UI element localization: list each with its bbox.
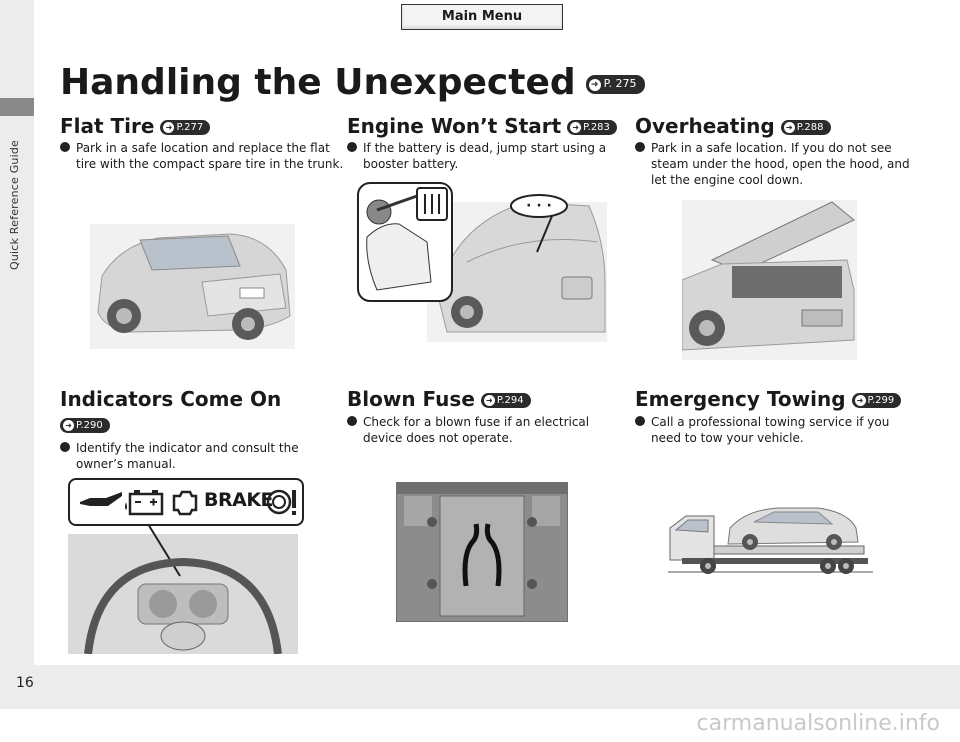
section-blown-fuse-heading [347, 387, 531, 411]
page-number: 16 [16, 675, 34, 691]
emergency-towing-ref-link[interactable]: ➜ P.299 [852, 393, 902, 408]
overheating-ref-link[interactable]: ➜ P.288 [781, 120, 831, 135]
battery-icon [128, 488, 164, 516]
flat-tire-ref-link[interactable]: ➜ P.277 [160, 120, 210, 135]
brake-system-icon [266, 486, 298, 518]
page-title-text: Handling the Unexpected [60, 62, 576, 103]
engine-wont-start-ref-link[interactable]: ➜ P.283 [567, 120, 617, 135]
page-title-ref-link[interactable]: ➜ P. 275 [586, 75, 645, 94]
ref-arrow-icon: ➜ [63, 420, 74, 431]
page-ref-arrow-icon: ➜ [589, 79, 601, 91]
engine-wont-start-bullet: If the battery is dead, jump start using a booster battery. [347, 140, 631, 172]
blown-fuse-ref-link[interactable]: ➜ P.294 [481, 393, 531, 408]
dashboard-illustration [68, 524, 298, 654]
sidebar-section-label: Quick Reference Guide [8, 140, 21, 270]
indicator-callout [68, 478, 304, 526]
section-title: Blown Fuse [347, 387, 475, 411]
section-title: Engine Won’t Start [347, 114, 562, 138]
watermark: carmanualsonline.info [696, 711, 940, 736]
page-title [60, 62, 645, 103]
emergency-towing-bullet: Call a professional towing service if you need to tow your vehicle. [635, 414, 919, 446]
section-title: Emergency Towing [635, 387, 846, 411]
section-emergency-towing-heading [635, 387, 901, 411]
flat-tire-bullet: Park in a safe location and replace the flat tire with the compact spare tire in the trunk. [60, 140, 346, 172]
section-title: Overheating [635, 114, 775, 138]
bullet-dot-icon [347, 416, 357, 426]
section-flat-tire-heading [60, 114, 210, 138]
engine-start-illustration [357, 182, 607, 342]
bullet-dot-icon [347, 142, 357, 152]
bullet-dot-icon [635, 416, 645, 426]
section-indicators-ref-row [54, 412, 110, 436]
ref-arrow-icon: ➜ [484, 395, 495, 406]
svg-text:· · ·: · · · [526, 198, 552, 214]
flat-tire-car-illustration [90, 224, 295, 349]
ref-arrow-icon: ➜ [163, 122, 174, 133]
bullet-dot-icon [635, 142, 645, 152]
brake-indicator-label: BRAKE [204, 489, 274, 511]
section-title: Flat Tire [60, 114, 155, 138]
section-indicators-heading-title: Indicators Come On [60, 387, 282, 411]
blown-fuse-illustration [396, 482, 568, 622]
bullet-dot-icon [60, 142, 70, 152]
blown-fuse-bullet: Check for a blown fuse if an electrical device does not operate. [347, 414, 631, 446]
indicators-ref-link[interactable]: ➜ P.290 [60, 418, 110, 433]
bullet-dot-icon [60, 442, 70, 452]
main-menu-button[interactable]: Main Menu [401, 4, 563, 30]
ref-arrow-icon: ➜ [570, 122, 581, 133]
indicators-bullet: Identify the indicator and consult the owner’s manual. [60, 440, 346, 472]
overheating-bullet: Park in a safe location. If you do not see steam under the hood, open the hood, and let the engine cool down. [635, 140, 919, 188]
overheating-car-illustration [682, 200, 857, 360]
ref-arrow-icon: ➜ [855, 395, 866, 406]
tow-truck-illustration [668, 494, 873, 576]
ref-arrow-icon: ➜ [784, 122, 795, 133]
oil-pressure-icon [76, 486, 136, 518]
check-engine-icon [170, 486, 200, 518]
section-tab-marker [0, 98, 34, 116]
section-overheating-heading [635, 114, 831, 138]
section-engine-wont-start-heading [347, 114, 617, 138]
